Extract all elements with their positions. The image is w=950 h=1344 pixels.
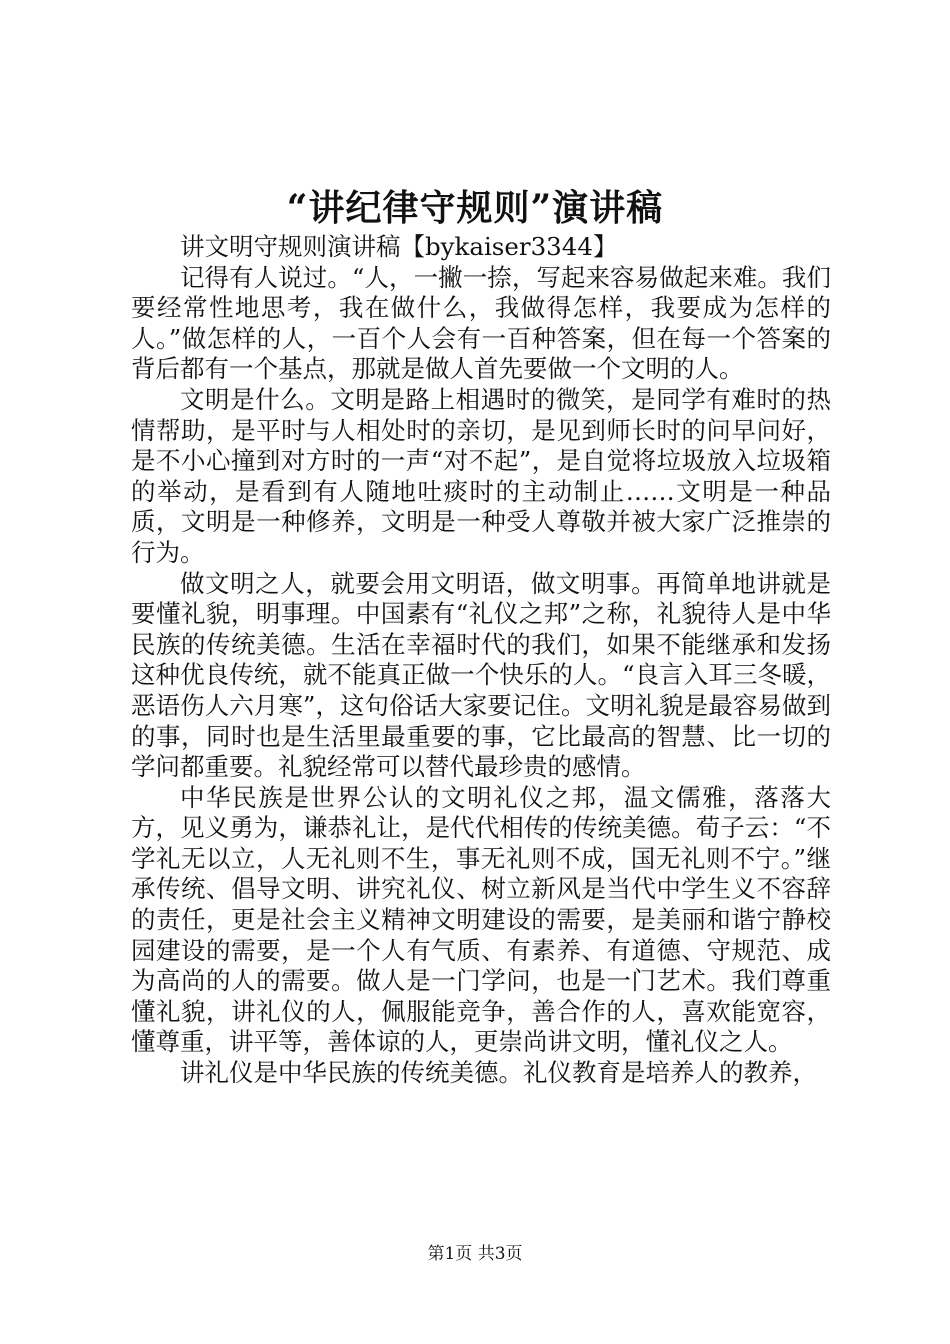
paragraph: 记得有人说过。“人，一撇一捺，写起来容易做起来难。我们要经常性地思考，我在做什么，我做得怎样，我要成为怎样的人。”做怎样的人，一百个人会有一百种答案，但在每一个答案的背后都有一个基点，那就是做人首先要做一个文明的人。 xyxy=(131,262,831,384)
page-number-footer: 第1页 共3页 xyxy=(427,1244,523,1264)
paragraph: 中华民族是世界公认的文明礼仪之邦，温文儒雅，落落大方，见义勇为，谦恭礼让，是代代相传的传统美德。荀子云：“不学礼无以立，人无礼则不生，事无礼则不成，国无礼则不宁。”继承传统、倡导文明、讲究礼仪、树立新风是当代中学生义不容辞的责任，更是社会主义精神文明建设的需要，是美丽和谐宁静校园建设的需要，是一个人有气质、有素养、有道德、守规范、成为高尚的人的需要。做人是一门学问，也是一门艺术。我们尊重懂礼貌，讲礼仪的人，佩服能竞争，善合作的人，喜欢能宽容，懂尊重，讲平等，善体谅的人，更崇尚讲文明，懂礼仪之人。 xyxy=(131,782,831,1057)
paragraph: 讲礼仪是中华民族的传统美德。礼仪教育是培养人的教养， xyxy=(180,1058,817,1088)
paragraph-subtitle: 讲文明守规则演讲稿【bykaiser3344】 xyxy=(180,232,618,261)
paragraph: 做文明之人，就要会用文明语，做文明事。再简单地讲就是要懂礼貌，明事理。中国素有“礼仪之邦”之称，礼貌待人是中华民族的传统美德。生活在幸福时代的我们，如果不能继承和发扬这种优良传统，就不能真正做一个快乐的人。“良言入耳三冬暖，恶语伤人六月寒”，这句俗话大家要记住。文明礼貌是最容易做到的事，同时也是生活里最重要的事，它比最高的智慧、比一切的学问都重要。礼貌经常可以替代最珍贵的感情。 xyxy=(131,568,831,782)
paragraph: 文明是什么。文明是路上相遇时的微笑，是同学有难时的热情帮助，是平时与人相处时的亲切，是见到师长时的问早问好，是不小心撞到对方时的一声“对不起”，是自觉将垃圾放入垃圾箱的举动，是看到有人随地吐痰时的主动制止……文明是一种品质，文明是一种修养，文明是一种受人尊敬并被大家广泛推崇的行为。 xyxy=(131,384,831,567)
document-title: “讲纪律守规则”演讲稿 xyxy=(286,187,664,229)
document-body xyxy=(131,232,831,1089)
